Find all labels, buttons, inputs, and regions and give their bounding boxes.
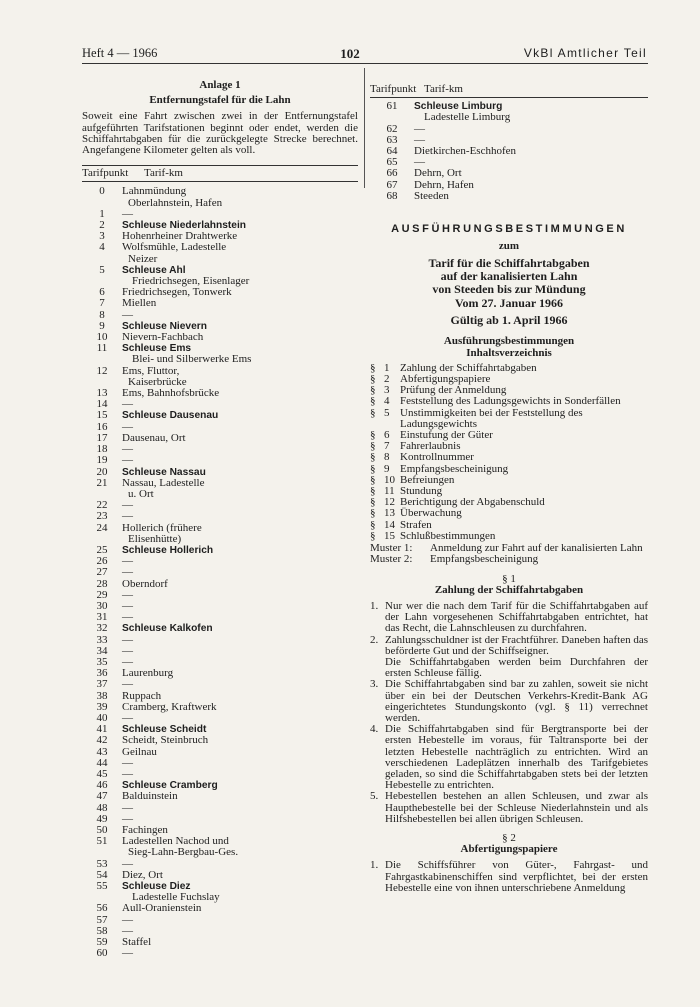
page-number: 102 — [340, 46, 360, 61]
tarifpunkt-cell: 27 — [96, 566, 108, 579]
toc-text: Unstimmigkeiten bei der Feststellung des Ladungsgewichts — [400, 406, 583, 430]
toc-text: Berichtigung der Abgabenschuld — [400, 496, 545, 509]
toc-text: Empfangsbescheinigung — [400, 462, 509, 475]
tarifkm-cell: — — [122, 678, 133, 691]
numbered-paragraph — [370, 791, 648, 825]
toc-number: 4 — [384, 395, 390, 408]
paragraph-continuation: Die Schiffahrtabgaben werden beim Durchfahren der ersten Schleuse fällig. — [385, 655, 648, 680]
tarifkm-cell: Dietkirchen-Eschhofen — [414, 145, 517, 158]
tarifkm-cell: — — [122, 801, 133, 814]
table-row — [82, 298, 358, 309]
tarifkm-cell: Schleuse Scheidt — [122, 724, 207, 736]
table-row — [82, 242, 358, 253]
tarifpunkt-cell: 61 — [386, 100, 398, 113]
toc-item — [370, 508, 648, 519]
tarifpunkt-cell: 35 — [96, 655, 108, 668]
numbered-paragraph — [370, 601, 648, 635]
toc-text: Strafen — [400, 518, 432, 531]
tarifkm-cell: Miellen — [122, 297, 157, 310]
distance-table-left — [82, 186, 358, 959]
tarifpunkt-cell: 46 — [96, 779, 108, 792]
tarifpunkt-cell: 39 — [96, 700, 108, 713]
toc-text: Abfertigungspapiere — [400, 373, 491, 386]
table-row — [82, 209, 358, 220]
tarifpunkt-cell: 64 — [386, 145, 398, 158]
table-header-rule-right — [370, 97, 648, 98]
tarifpunkt-cell: 58 — [96, 924, 108, 937]
ausf-heading: AUSFÜHRUNGSBESTIMMUNGEN — [391, 223, 627, 236]
numbered-paragraph — [370, 679, 648, 724]
tarifkm-cell: Ladestelle Limburg — [424, 111, 511, 124]
toc-item — [370, 531, 648, 542]
table-row — [82, 310, 358, 321]
table-row — [370, 180, 648, 191]
table-row — [82, 903, 358, 914]
table-row — [82, 366, 358, 377]
tarifpunkt-cell: 3 — [99, 230, 105, 243]
table-row — [82, 881, 358, 892]
paragraph-text: Hebestellen bestehen an allen Schleusen, und zwar als Haupthebestelle bei der Schleuse Niederlahnstein und als Hilfshebestellen bei allen übrigen Schleusen. — [385, 790, 648, 825]
table-row — [82, 534, 358, 545]
tarifpunkt-cell: 51 — [96, 835, 108, 848]
toc-number: 6 — [384, 429, 390, 442]
toc-text: Befreiungen — [400, 473, 455, 486]
tarifpunkt-cell: 53 — [96, 857, 108, 870]
tarifkm-cell: Ladestelle Fuchslay — [132, 891, 220, 904]
tarifpunkt-cell: 15 — [96, 409, 108, 422]
tarifpunkt-cell: 13 — [96, 387, 108, 400]
tarifkm-cell: Nievern-Fachbach — [122, 331, 204, 344]
tarifkm-cell: Hollerich (frühere — [122, 521, 202, 534]
section-2-title: Abfertigungspapiere — [460, 843, 558, 856]
tarifkm-cell: — — [122, 857, 133, 870]
publication-title: VkBl Amtlicher Teil — [523, 46, 647, 60]
tarifkm-cell: — — [122, 947, 133, 960]
paragraph-sign: § — [370, 507, 376, 520]
tarifkm-cell: Schleuse Ahl — [122, 264, 186, 276]
toc-text: Schlußbestimmungen — [400, 529, 496, 542]
right-column — [370, 82, 648, 894]
tarifkm-cell: — — [122, 420, 133, 433]
tarifkm-cell: Steeden — [414, 189, 449, 202]
toc-text: Einstufung der Güter — [400, 429, 493, 442]
tarifkm-cell: — — [122, 499, 133, 512]
anlage-subtitle: Entfernungstafel für die Lahn — [149, 94, 291, 107]
tarifpunkt-cell: 68 — [386, 189, 398, 202]
paragraph-number: 5. — [370, 790, 379, 803]
section-2-head: § 2 — [502, 831, 516, 844]
paragraph-sign: § — [370, 361, 376, 374]
muster-list — [370, 543, 648, 565]
paragraph-sign: § — [370, 429, 376, 442]
tarifkm-cell: — — [122, 633, 133, 646]
tarifkm-cell: Sieg-Lahn-Bergbau-Ges. — [128, 846, 239, 859]
ausf-zum: zum — [498, 240, 520, 253]
tarifkm-cell: Schleuse Kalkofen — [122, 623, 213, 635]
toc-text: Zahlung der Schiffahrtabgaben — [400, 361, 537, 374]
tarifkm-cell: Schleuse Limburg — [414, 101, 503, 113]
tarifkm-cell: — — [122, 756, 133, 769]
tarifkm-cell: — — [122, 207, 133, 220]
paragraph-sign: § — [370, 462, 376, 475]
tarifpunkt-cell: 24 — [96, 521, 108, 534]
paragraph-text: Die Schiffahrtabgaben sind bar zu zahlen, soweit sie nicht über ein bei der Deutschen Verkehrs-Kredit-Bank AG eingerichtetes Stundungskonto (vgl. § 11) verrechnet werden. — [385, 678, 648, 724]
toc-text: Fahrerlaubnis — [400, 440, 461, 453]
tarifpunkt-cell: 37 — [96, 678, 108, 691]
tarifpunkt-cell: 2 — [99, 219, 105, 232]
tarifpunkt-cell: 8 — [99, 308, 105, 321]
col-tarifpunkt-right: Tarifpunkt — [370, 83, 417, 95]
col-tarifpunkt: Tarifpunkt — [82, 167, 129, 180]
ausf-sub1: Ausführungsbestimmungen — [443, 335, 575, 348]
tarifkm-cell: — — [122, 443, 133, 456]
tarifpunkt-cell: 18 — [96, 443, 108, 456]
anlage-intro: Soweit eine Fahrt zwischen zwei in der Entfernungstafel aufgeführten Tarifstationen beginnt oder endet, werden die Schiffahrtabgaben für die zurückgelegte Strecke berechnet. Angefangene Kilometer gelten als voll. — [82, 110, 358, 157]
toc-number: 10 — [384, 473, 395, 486]
paragraph-text: Die Schiffsführer von Güter-, Fahrgast- und Fahrgastkabinenschiffen sind verpflichtet, bei der ersten Hebestelle eine von ihnen unterschriebene Anmeldung — [385, 859, 648, 894]
tarifkm-cell: Dehrn, Hafen — [414, 178, 474, 191]
muster-text: Anmeldung zur Fahrt auf der kanalisierten Lahn — [430, 542, 643, 555]
paragraph-sign: § — [370, 406, 376, 419]
tarifkm-cell: — — [414, 133, 425, 146]
tarifpunkt-cell: 32 — [96, 622, 108, 635]
toc-number: 1 — [384, 361, 390, 374]
tarifkm-cell: Blei- und Silberwerke Ems — [132, 353, 252, 366]
tarifpunkt-cell: 26 — [96, 555, 108, 568]
table-header-right — [370, 82, 648, 97]
tarifpunkt-cell — [370, 112, 414, 123]
tarifkm-cell: Elisenhütte) — [128, 532, 182, 545]
table-row — [82, 354, 358, 365]
tarifpunkt-cell: 14 — [96, 398, 108, 411]
tarifkm-cell: — — [122, 510, 133, 523]
tarifpunkt-cell: 10 — [96, 331, 108, 344]
table-row — [82, 713, 358, 724]
ausf-valid: Gültig ab 1. April 1966 — [450, 313, 568, 328]
tarifpunkt-cell: 0 — [99, 185, 105, 198]
tarifkm-cell: — — [122, 812, 133, 825]
table-row — [370, 112, 648, 123]
tarifkm-cell: Cramberg, Kraftwerk — [122, 700, 217, 713]
tarifkm-cell: Diez, Ort — [122, 868, 163, 881]
table-row — [82, 254, 358, 265]
tarifpunkt-cell: 17 — [96, 431, 108, 444]
ausf-sub2: Inhaltsverzeichnis — [466, 346, 552, 359]
toc-number: 3 — [384, 384, 390, 397]
tarifpunkt-cell: 29 — [96, 588, 108, 601]
tarifpunkt-cell: 9 — [99, 319, 105, 332]
tarifkm-cell: Kaiserbrücke — [128, 375, 187, 388]
tarifpunkt-cell: 65 — [386, 156, 398, 169]
tarifpunkt-cell: 41 — [96, 723, 108, 736]
tarifkm-cell: — — [122, 398, 133, 411]
tarifkm-cell: Schleuse Diez — [122, 881, 191, 893]
ausf-title-line: von Steeden bis zur Mündung — [432, 282, 586, 297]
tarifpunkt-cell — [82, 354, 122, 365]
tarifpunkt-cell: 44 — [96, 756, 108, 769]
tarifpunkt-cell: 60 — [96, 947, 108, 960]
paragraph-sign: § — [370, 451, 376, 464]
table-row — [82, 410, 358, 421]
paragraph-sign: § — [370, 518, 376, 531]
paragraph-number: 4. — [370, 723, 379, 736]
tarifpunkt-cell: 54 — [96, 868, 108, 881]
toc-text: Stundung — [400, 485, 443, 498]
tarifkm-cell: Ems, Fluttor, — [122, 364, 180, 377]
tarifpunkt-cell: 30 — [96, 599, 108, 612]
table-row — [82, 511, 358, 522]
numbered-paragraph — [370, 860, 648, 894]
paragraph-sign: § — [370, 384, 376, 397]
tarifpunkt-cell: 45 — [96, 767, 108, 780]
left-column — [82, 78, 358, 959]
toc-number: 8 — [384, 451, 390, 464]
toc-item — [370, 408, 648, 430]
tarifpunkt-cell: 56 — [96, 902, 108, 915]
muster-label: Muster 1: — [370, 542, 413, 555]
table-row — [82, 735, 358, 746]
tarifkm-cell: Nassau, Ladestelle — [122, 476, 205, 489]
table-row — [82, 948, 358, 959]
toc-text: Feststellung des Ladungsgewichts in Sonderfällen — [400, 395, 621, 408]
issue-label: Heft 4 — 1966 — [82, 46, 158, 60]
tarifpunkt-cell: 50 — [96, 824, 108, 836]
tarifpunkt-cell: 4 — [99, 241, 105, 254]
tarifpunkt-cell: 34 — [96, 644, 108, 657]
tarifkm-cell: Scheidt, Steinbruch — [122, 734, 209, 747]
tarifpunkt-cell: 6 — [99, 286, 105, 299]
tarifpunkt-cell: 19 — [96, 454, 108, 467]
tarifkm-cell: — — [122, 711, 133, 724]
tarifkm-cell: Ruppach — [122, 689, 162, 702]
tarifpunkt-cell: 21 — [96, 476, 108, 489]
tarifkm-cell: Staffel — [122, 936, 152, 949]
tarifpunkt-cell: 62 — [386, 122, 398, 135]
toc-number: 15 — [384, 529, 395, 542]
tarifkm-cell: Fachingen — [122, 824, 168, 836]
tarifpunkt-cell: 20 — [96, 465, 108, 478]
section-1-title: Zahlung der Schiffahrtabgaben — [434, 583, 584, 596]
toc-number: 9 — [384, 462, 390, 475]
tarifkm-cell: — — [122, 913, 133, 926]
tarifkm-cell: — — [122, 308, 133, 321]
tarifpunkt-cell: 66 — [386, 167, 398, 180]
tarifpunkt-cell: 36 — [96, 667, 108, 680]
toc-number: 12 — [384, 496, 395, 509]
tarifpunkt-cell: 5 — [99, 263, 105, 276]
tarifkm-cell: u. Ort — [128, 487, 154, 500]
section-1-head: § 1 — [502, 572, 516, 585]
tarifpunkt-cell: 31 — [96, 611, 108, 624]
col-tarifkm: Tarif-km — [144, 167, 183, 180]
ausf-title — [370, 257, 648, 296]
tarifkm-cell: Dehrn, Ort — [414, 167, 462, 180]
tarifkm-cell: — — [122, 566, 133, 579]
tarifkm-cell: — — [122, 655, 133, 668]
tarifkm-cell: Hohenrheiner Drahtwerke — [122, 230, 238, 243]
table-row — [82, 870, 358, 881]
tarifkm-cell: — — [122, 555, 133, 568]
tarifkm-cell: Dausenau, Ort — [122, 431, 186, 444]
table-row — [370, 168, 648, 179]
tarifpunkt-cell: 59 — [96, 936, 108, 949]
toc-text: Kontrollnummer — [400, 451, 474, 464]
tarifkm-cell: Schleuse Ems — [122, 343, 192, 355]
tarifkm-cell: Ems, Bahnhofsbrücke — [122, 387, 220, 400]
tarifkm-cell: Schleuse Nassau — [122, 466, 206, 478]
numbered-paragraph — [370, 724, 648, 791]
header-rule — [82, 63, 648, 64]
table-row — [82, 455, 358, 466]
tarifpunkt-cell: 22 — [96, 499, 108, 512]
paragraph-sign: § — [370, 496, 376, 509]
table-row — [82, 523, 358, 534]
tarifpunkt-cell: 48 — [96, 801, 108, 814]
tarifkm-cell: Oberlahnstein, Hafen — [128, 196, 223, 209]
toc-number: 14 — [384, 518, 395, 531]
muster-label: Muster 2: — [370, 553, 413, 566]
tarifkm-cell: Schleuse Hollerich — [122, 544, 214, 556]
tarifkm-cell: Geilnau — [122, 745, 157, 758]
tarifpunkt-cell: 40 — [96, 711, 108, 724]
anlage-title: Anlage 1 — [199, 79, 241, 91]
toc-number: 2 — [384, 373, 390, 386]
table-row — [82, 478, 358, 489]
table-row — [82, 769, 358, 780]
toc-number: 7 — [384, 440, 390, 453]
tarifkm-cell: — — [122, 767, 133, 780]
tarifpunkt-cell: 57 — [96, 913, 108, 926]
tarifpunkt-cell: 16 — [96, 420, 108, 433]
ausf-title-line: auf der kanalisierten Lahn — [440, 269, 578, 284]
table-row — [370, 124, 648, 135]
tarifpunkt-cell: 23 — [96, 510, 108, 523]
tarifkm-cell: — — [122, 588, 133, 601]
tarifkm-cell: Wolfsmühle, Ladestelle — [122, 241, 227, 254]
table-row — [82, 847, 358, 858]
tarifpunkt-cell — [82, 847, 122, 858]
toc-number: 11 — [384, 485, 395, 498]
table-row — [82, 186, 358, 197]
ausf-title-line: Tarif für die Schiffahrtabgaben — [428, 256, 590, 271]
table-row — [370, 146, 648, 157]
tarifpunkt-cell: 63 — [386, 133, 398, 146]
table-row — [370, 191, 648, 202]
paragraph-sign: § — [370, 485, 376, 498]
paragraph-number: 2. — [370, 633, 379, 646]
toc-text: Prüfung der Anmeldung — [400, 384, 507, 397]
toc-item — [370, 452, 648, 463]
tarifpunkt-cell: 38 — [96, 689, 108, 702]
distance-table-right — [370, 101, 648, 202]
tarifpunkt-cell: 33 — [96, 633, 108, 646]
tarifkm-cell: — — [414, 122, 425, 135]
table-row — [82, 332, 358, 343]
toc-number: 5 — [384, 406, 390, 419]
tarifkm-cell: — — [122, 611, 133, 624]
tarifpunkt-cell: 1 — [99, 207, 105, 220]
paragraph-sign: § — [370, 473, 376, 486]
tarifkm-cell: — — [122, 644, 133, 657]
toc-number: 13 — [384, 507, 395, 520]
toc-item — [370, 396, 648, 407]
tarifkm-cell: Friedrichsegen, Tonwerk — [122, 286, 232, 299]
tarifpunkt-cell: 28 — [96, 577, 108, 590]
paragraph-sign: § — [370, 395, 376, 408]
tarifpunkt-cell: 67 — [386, 178, 398, 191]
paragraph-text: Die Schiffahrtabgaben sind für Bergtransporte bei der ersten Hebestelle im voraus, für Taltransporte bei der letzten Hebestelle nachträglich zu entrichten. Wird an verschiedenen Ladeplätzen innerhalb des Tarifgebietes geladen, so sind die Schiffahrtabgaben stets bei der letzten Hebestelle zu entrichten. — [385, 723, 648, 792]
paragraph-sign: § — [370, 440, 376, 453]
tarifkm-cell: Oberndorf — [122, 577, 168, 590]
tarifpunkt-cell: 12 — [96, 364, 108, 377]
tarifpunkt-cell: 55 — [96, 880, 108, 893]
table-row — [82, 612, 358, 623]
tarifkm-cell: Neizer — [128, 252, 158, 265]
tarifpunkt-cell: 43 — [96, 745, 108, 758]
tarifpunkt-cell: 7 — [99, 297, 105, 310]
tarifkm-cell: Schleuse Cramberg — [122, 780, 218, 792]
tarifkm-cell: Schleuse Nievern — [122, 320, 207, 332]
ausf-date: Vom 27. Januar 1966 — [454, 296, 564, 311]
tarifpunkt-cell: 47 — [96, 790, 108, 803]
paragraph-sign: § — [370, 373, 376, 386]
paragraph-text: Zahlungsschuldner ist der Frachtführer. Daneben haften das beförderte Gut und der Schiffseigner. — [385, 633, 648, 657]
tarifkm-cell: Schleuse Niederlahnstein — [122, 220, 246, 232]
tarifkm-cell: — — [414, 156, 425, 169]
paragraph-number: 1. — [370, 599, 379, 612]
tarifkm-cell: Ladestellen Nachod und — [122, 835, 229, 848]
tarifkm-cell: Aull-Oranienstein — [122, 902, 202, 915]
table-of-contents — [370, 363, 648, 542]
muster-text: Empfangsbescheinigung — [430, 553, 539, 566]
tarifpunkt-cell: 42 — [96, 734, 108, 747]
tarifpunkt-cell: 11 — [96, 342, 108, 355]
column-divider — [364, 68, 365, 188]
table-row — [82, 399, 358, 410]
paragraph-number: 1. — [370, 859, 379, 872]
col-tarifkm-right: Tarif-km — [424, 83, 463, 95]
tarifkm-cell: — — [122, 454, 133, 467]
section-2-body — [370, 860, 648, 894]
tarifkm-cell: — — [122, 599, 133, 612]
table-header — [82, 166, 358, 181]
tarifpunkt-cell: 49 — [96, 812, 108, 825]
table-row — [82, 679, 358, 690]
tarifpunkt-cell: 25 — [96, 543, 108, 556]
numbered-paragraph — [370, 635, 648, 657]
tarifkm-cell: Schleuse Dausenau — [122, 410, 219, 422]
tarifkm-cell: Lahnmündung — [122, 185, 187, 198]
tarifkm-cell: Laurenburg — [122, 667, 174, 680]
table-row — [82, 623, 358, 634]
section-1-body — [370, 601, 648, 825]
tarifkm-cell: — — [122, 924, 133, 937]
tarifkm-cell: Balduinstein — [122, 790, 178, 803]
paragraph-number: 3. — [370, 678, 379, 691]
toc-text: Überwachung — [400, 507, 462, 520]
paragraph-sign: § — [370, 529, 376, 542]
paragraph-text: Nur wer die nach dem Tarif für die Schiffahrtabgaben auf der Lahn vorgesehenen Schiffahrtabgaben entrichtet, hat das Recht, die Lahnschleusen zu durchfahren. — [385, 599, 648, 635]
table-row — [82, 791, 358, 802]
tarifkm-cell: Friedrichsegen, Eisenlager — [132, 275, 250, 288]
muster-item — [370, 554, 648, 565]
table-header-rule — [82, 181, 358, 182]
table-row — [370, 157, 648, 168]
table-row — [82, 567, 358, 578]
